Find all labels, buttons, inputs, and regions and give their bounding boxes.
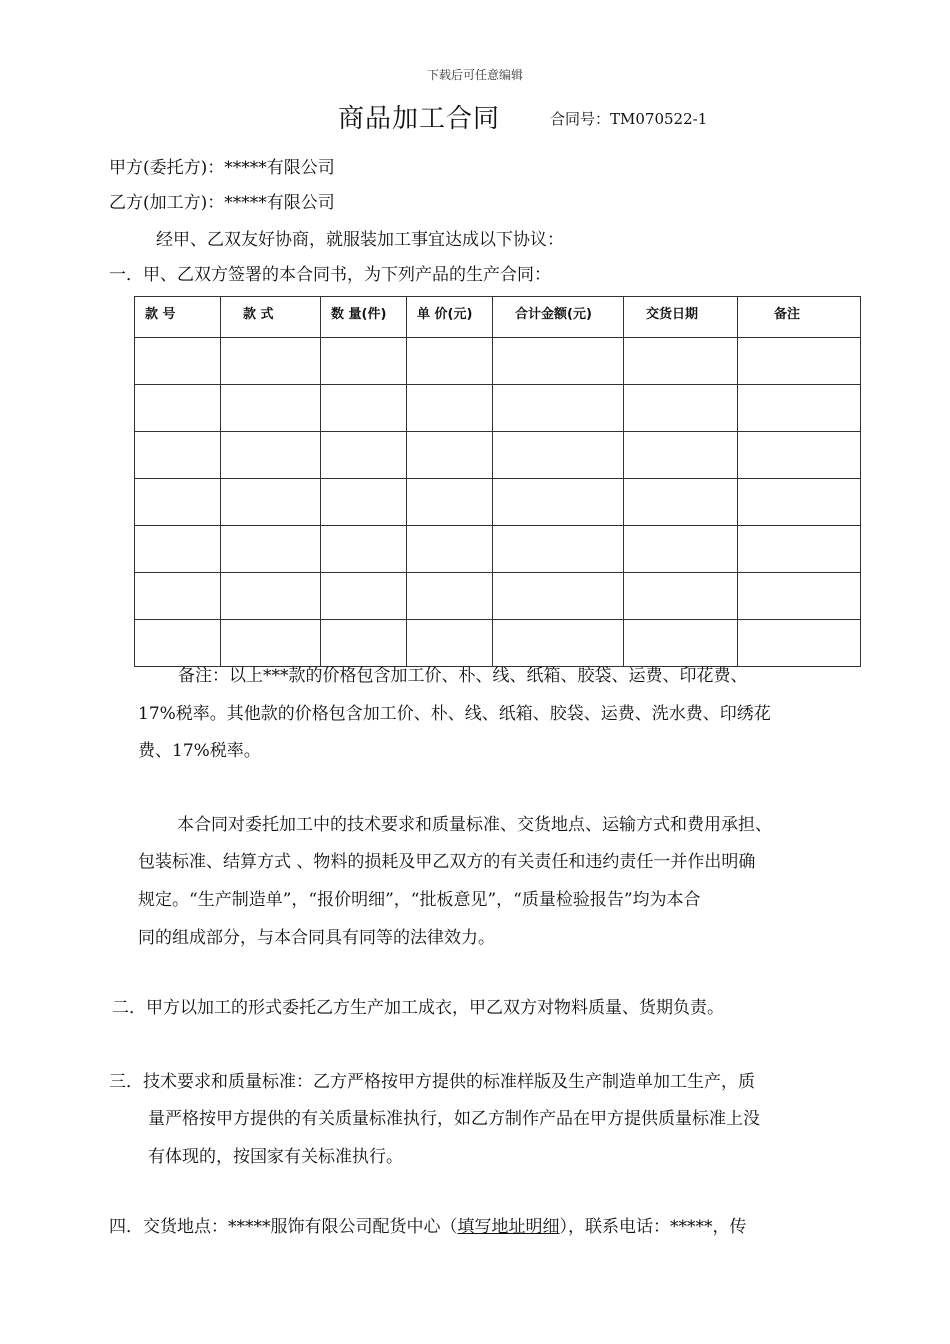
clause-3-line-2: 量严格按甲方提供的有关质量标准执行，如乙方制作产品在甲方提供质量标准上没 [148, 1109, 760, 1129]
clause-2: 二．甲方以加工的形式委托乙方生产加工成衣，甲乙双方对物料质量、货期负责。 [112, 998, 724, 1018]
remark-line-2: 17%税率。其他款的价格包含加工价、朴、线、纸箱、胶袋、运费、洗水费、印绣花 [138, 704, 771, 724]
clause-3-line-1: 三．技术要求和质量标准：乙方严格按甲方提供的标准样版及生产制造单加工生产，质 [109, 1072, 755, 1092]
clause-4-prefix: 四．交货地点：*****服饰有限公司配货中心（ [109, 1217, 458, 1237]
remark-line-1: 备注：以上***款的价格包含加工价、朴、线、纸箱、胶袋、运费、印花费、 [178, 666, 748, 686]
paragraph-line-4: 同的组成部分，与本合同具有同等的法律效力。 [138, 928, 495, 948]
table-row [135, 620, 861, 667]
table-header-row [135, 297, 861, 338]
table-row [135, 385, 861, 432]
table-row [135, 479, 861, 526]
clause-1: 一．甲、乙双方签署的本合同书，为下列产品的生产合同： [109, 265, 551, 285]
header-note: 下载后可任意编辑 [426, 68, 523, 82]
address-placeholder: 填写地址明细 [457, 1217, 560, 1237]
header-quantity: 数 量(件) [321, 297, 407, 338]
table-row [135, 432, 861, 479]
intro-text: 经甲、乙双友好协商，就服装加工事宜达成以下协议： [156, 230, 564, 250]
product-table [134, 296, 861, 667]
paragraph-line-3: 规定。“生产制造单”，“报价明细”，“批板意见”，“质量检验报告”均为本合 [138, 890, 701, 910]
paragraph-line-1: 本合同对委托加工中的技术要求和质量标准、交货地点、运输方式和费用承担、 [177, 815, 772, 835]
table-row [135, 338, 861, 385]
clause-3-line-3: 有体现的，按国家有关标准执行。 [148, 1147, 403, 1167]
header-remarks: 备注 [738, 297, 861, 338]
paragraph-line-2: 包装标准、结算方式 、物料的损耗及甲乙双方的有关责任和违约责任一并作出明确 [138, 852, 756, 872]
contract-number: 合同号：TM070522-1 [550, 110, 708, 128]
header-style: 款 式 [221, 297, 321, 338]
table-body [135, 338, 861, 667]
table-row [135, 526, 861, 573]
header-unit-price: 单 价(元) [407, 297, 493, 338]
header-style-no: 款 号 [135, 297, 221, 338]
party-a: 甲方(委托方)：*****有限公司 [109, 158, 335, 178]
header-total-amount: 合计金额(元) [493, 297, 624, 338]
document-title: 商品加工合同 [338, 104, 501, 134]
remark-line-3: 费、17%税率。 [138, 741, 261, 761]
clause-4 [109, 1217, 747, 1237]
clause-4-suffix: ），联系电话：*****，传 [559, 1217, 747, 1237]
header-delivery-date: 交货日期 [624, 297, 738, 338]
table-row [135, 573, 861, 620]
party-b: 乙方(加工方)：*****有限公司 [109, 193, 335, 213]
